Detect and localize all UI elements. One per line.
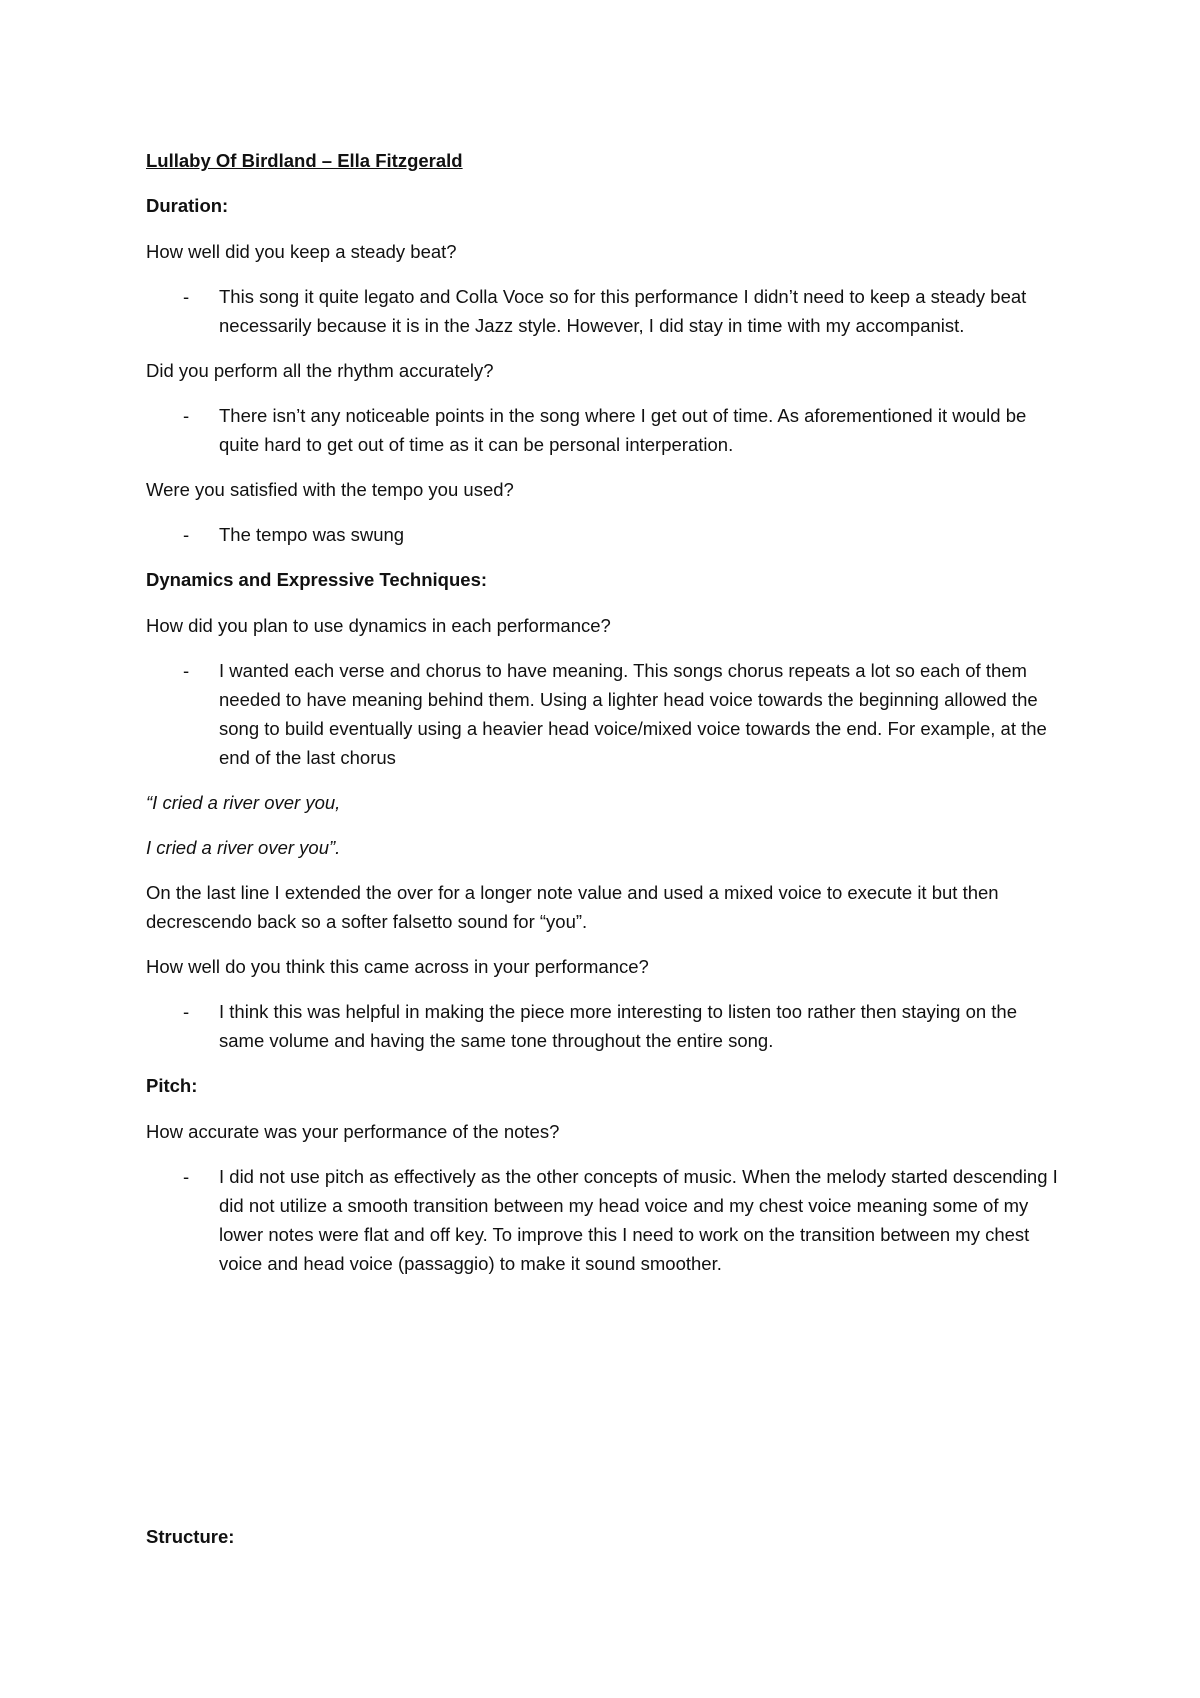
- bullet-dash: -: [183, 1166, 190, 1187]
- question-steady-beat: How well did you keep a steady beat?: [146, 241, 457, 262]
- bullet-dash: -: [183, 1001, 190, 1022]
- answer-text: I think this was helpful in making the piece more interesting to listen too rather then staying on the same volume and having the same tone throughout the entire song.: [219, 1001, 1018, 1051]
- answer-steady-beat: [146, 282, 1066, 340]
- answer-text: The tempo was swung: [219, 524, 405, 545]
- answer-tempo: [146, 520, 1066, 549]
- heading-pitch: Pitch:: [146, 1075, 198, 1096]
- answer-rhythm: [146, 401, 1066, 459]
- question-rhythm: Did you perform all the rhythm accurately?: [146, 360, 494, 381]
- question-dynamics-plan: How did you plan to use dynamics in each performance?: [146, 615, 611, 636]
- answer-dynamics-plan: [146, 656, 1066, 772]
- answer-came-across: [146, 997, 1066, 1055]
- lyric-line-1: “I cried a river over you,: [146, 792, 341, 813]
- paragraph-last-line: On the last line I extended the over for a longer note value and used a mixed voice to execute it but then decrescendo back so a softer falsetto sound for “you”.: [146, 882, 999, 932]
- question-came-across: How well do you think this came across in your performance?: [146, 956, 649, 977]
- answer-text: I wanted each verse and chorus to have meaning. This songs chorus repeats a lot so each of them needed to have meaning behind them. Using a lighter head voice towards the beginning allowed the song to build eventually using a heavier head voice/mixed voice towards the end. For example, at the end of the last chorus: [219, 660, 1047, 768]
- document-body: [146, 146, 1066, 1294]
- heading-dynamics: Dynamics and Expressive Techniques:: [146, 569, 488, 590]
- document-title: Lullaby Of Birdland – Ella Fitzgerald: [146, 150, 463, 171]
- answer-pitch-accuracy: [146, 1162, 1066, 1278]
- question-pitch-accuracy: How accurate was your performance of the notes?: [146, 1121, 560, 1142]
- bullet-dash: -: [183, 286, 190, 307]
- heading-duration: Duration:: [146, 195, 229, 216]
- answer-text: There isn’t any noticeable points in the song where I get out of time. As aforementioned it would be quite hard to get out of time as it can be personal interperation.: [219, 405, 1027, 455]
- heading-structure: Structure:: [146, 1526, 235, 1547]
- question-tempo: Were you satisfied with the tempo you used?: [146, 479, 514, 500]
- bullet-dash: -: [183, 524, 190, 545]
- lyric-line-2: I cried a river over you”.: [146, 837, 341, 858]
- answer-text: This song it quite legato and Colla Voce so for this performance I didn’t need to keep a steady beat necessarily because it is in the Jazz style. However, I did stay in time with my accompanist.: [219, 286, 1027, 336]
- bullet-dash: -: [183, 405, 190, 426]
- bullet-dash: -: [183, 660, 190, 681]
- answer-text: I did not use pitch as effectively as the other concepts of music. When the melody started descending I did not utilize a smooth transition between my head voice and my chest voice meaning some of my lower notes were flat and off key. To improve this I need to work on the transition between my chest voice and head voice (passaggio) to make it sound smoother.: [219, 1166, 1058, 1274]
